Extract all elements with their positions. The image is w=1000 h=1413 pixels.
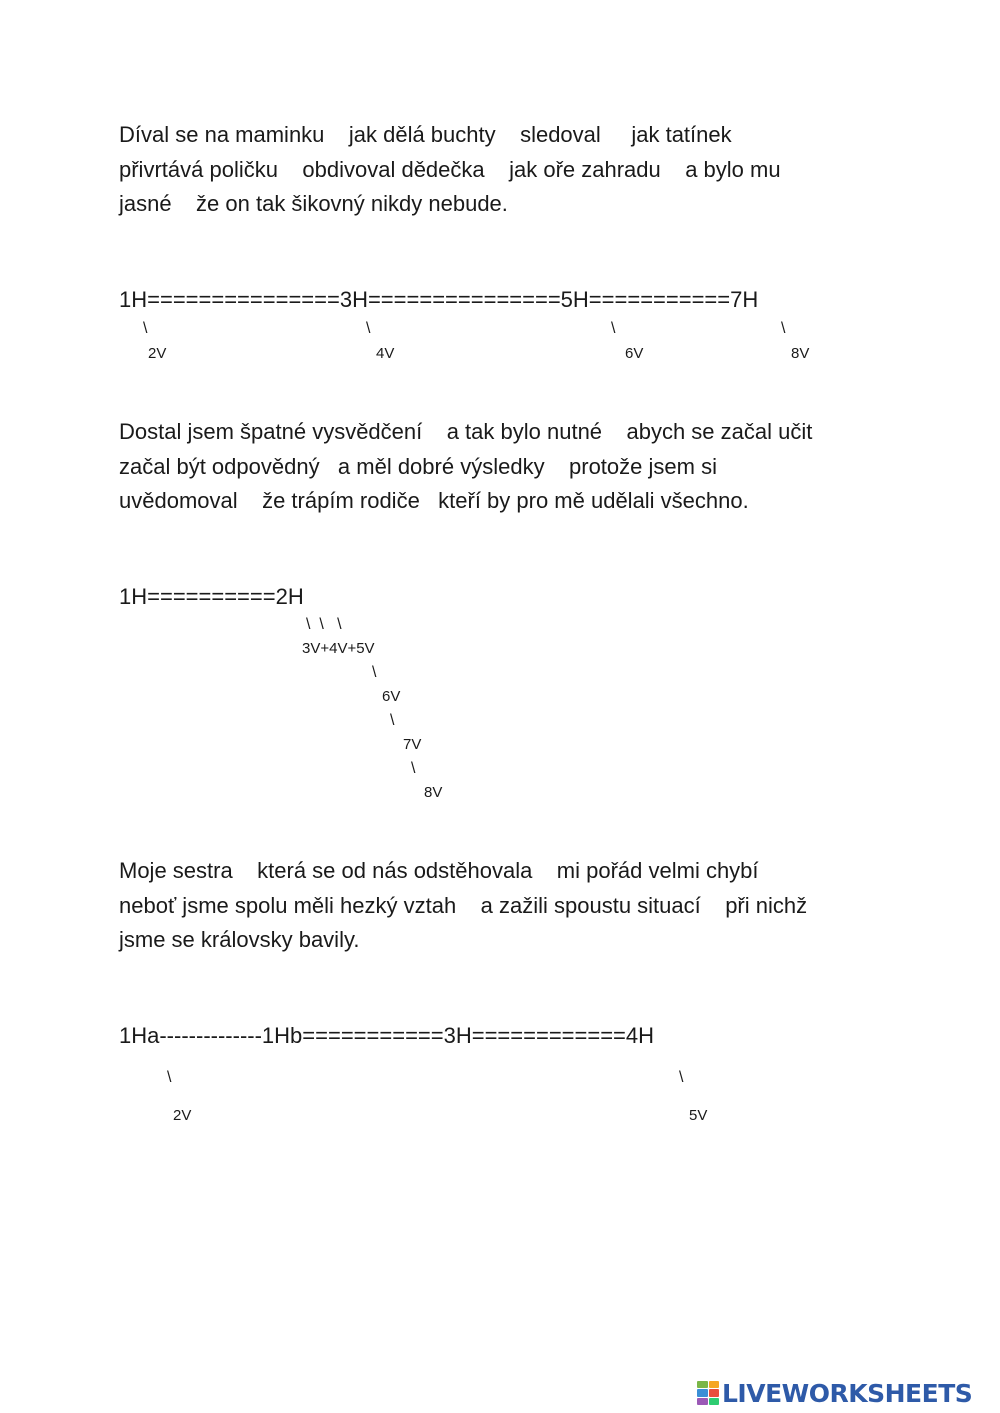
diagram-label: 5V [689,1107,708,1124]
logo-text: LIVEWORKSHEETS [722,1378,973,1408]
paragraph-3 [119,854,807,958]
diagram-branch: \ [372,664,377,681]
diagram-branch: \ [143,320,148,337]
diagram-branch: \ \ \ [306,616,342,633]
diagram-label: 6V [382,688,401,705]
paragraph-line: neboť jsme spolu měli hezký vztah a zažili spoustu situací při nichž [119,892,808,918]
diagram-label: 4V [376,345,395,362]
diagram-branch: \ [611,320,616,337]
diagram-label: 2V [173,1107,192,1124]
diagram-branch: \ [366,320,371,337]
diagram-branch: \ [781,320,786,337]
diagram-branch: \ [167,1069,172,1086]
paragraph-2 [119,415,812,519]
diagram-branch: \ [411,760,416,777]
diagram-branch: \ [390,712,395,729]
paragraph-line: začal být odpovědný a měl dobré výsledky protože jsem si [119,453,717,479]
paragraph-line: jasné že on tak šikovný nikdy nebude. [119,191,508,216]
paragraph-line: Díval se na maminku jak dělá buchty sledoval jak tatínek [119,122,732,147]
paragraph-line: Dostal jsem špatné vysvědčení a tak bylo nutné abych se začal učit [119,419,813,444]
paragraph-line: Moje sestra která se od nás odstěhovala mi pořád velmi chybí [119,858,759,883]
diagram-label: 8V [791,345,810,362]
diagram-label: 8V [424,784,443,801]
liveworksheets-mark-icon [697,1381,719,1405]
diagram-branch: \ [679,1069,684,1086]
diagram-main-line: 1H==========2H [119,584,304,609]
diagram-label: 2V [148,345,167,362]
diagram-main-line: 1H===============3H===============5H===========7H [119,287,759,312]
paragraph-line: jsme se královsky bavily. [119,927,360,952]
diagram-main-line: 1Ha--------------1Hb===========3H============4H [119,1023,655,1048]
diagram-label: 7V [403,736,422,753]
paragraph-line: přivrtává poličku obdivoval dědečka jak oře zahradu a bylo mu [119,156,781,182]
paragraph-line: uvědomoval že trápím rodiče kteří by pro mě udělali všechno. [119,488,749,513]
paragraph-1 [119,118,781,222]
liveworksheets-logo [697,1378,972,1408]
diagram-label: 6V [625,345,644,362]
diagram-label: 3V+4V+5V [302,640,375,657]
